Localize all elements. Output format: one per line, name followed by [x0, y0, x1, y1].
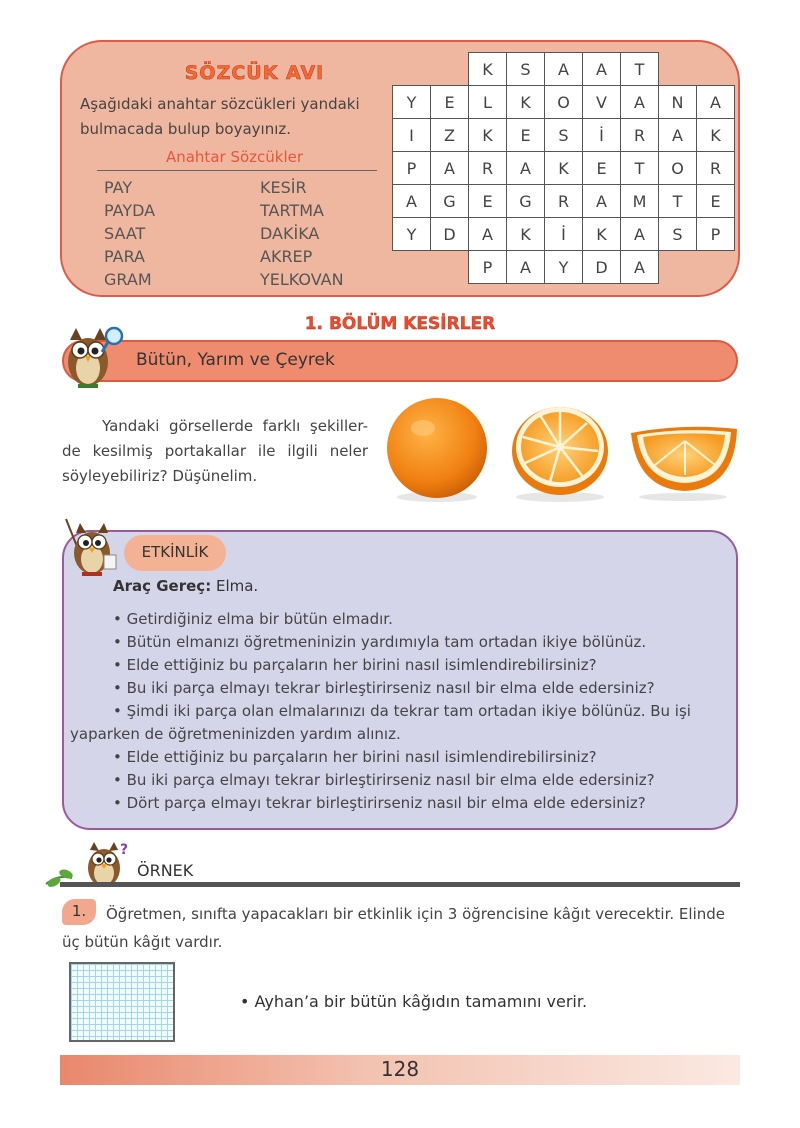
keywords-title: Anahtar Sözcükler	[165, 148, 304, 166]
half-orange-icon	[512, 407, 608, 502]
grid-cell: A	[659, 119, 697, 152]
keyword: PAY	[104, 178, 133, 197]
grid-cell: V	[583, 86, 621, 119]
grid-empty-cell	[659, 53, 697, 86]
grid-cell: P	[393, 152, 431, 185]
grid-cell: Y	[545, 251, 583, 284]
grid-cell: O	[659, 152, 697, 185]
grid-row	[393, 119, 735, 152]
keyword: DAKİKA	[260, 224, 320, 243]
owl-teacher-icon	[60, 515, 122, 577]
grid-cell: İ	[583, 119, 621, 152]
activity-bullet: • Bu iki parça elmayı tekrar birleştirirseniz nasıl bir elma elde edersiniz?	[113, 771, 655, 789]
section-title: 1. BÖLÜM KESİRLER	[304, 314, 496, 334]
grid-empty-cell	[431, 251, 469, 284]
grid-cell: K	[469, 119, 507, 152]
grid-paper-image	[69, 962, 175, 1042]
grid-row	[393, 185, 735, 218]
keywords-divider	[97, 170, 377, 171]
grid-cell: A	[621, 86, 659, 119]
grid-cell: İ	[545, 218, 583, 251]
activity-bullet: • Getirdiğiniz elma bir bütün elmadır.	[113, 610, 393, 628]
grid-empty-cell	[393, 53, 431, 86]
grid-cell: G	[431, 185, 469, 218]
keyword: GRAM	[104, 270, 152, 289]
owl-magnifier-icon	[58, 318, 128, 390]
page-number: 128	[380, 1057, 420, 1081]
tools-value: Elma.	[215, 577, 259, 595]
word-hunt-title: SÖZCÜK AVI	[184, 62, 325, 84]
grid-cell: K	[507, 86, 545, 119]
grid-cell: O	[545, 86, 583, 119]
grid-cell: R	[697, 152, 735, 185]
grid-cell: G	[507, 185, 545, 218]
keyword: KESİR	[260, 178, 307, 197]
grid-row	[393, 251, 735, 284]
grid-cell: N	[659, 86, 697, 119]
grid-cell: A	[507, 251, 545, 284]
orange-slice-icon	[631, 427, 737, 501]
grid-cell: A	[431, 152, 469, 185]
example-number: 1.	[71, 902, 87, 920]
grid-cell: D	[583, 251, 621, 284]
grid-cell: Y	[393, 218, 431, 251]
activity-bullet: • Elde ettiğiniz bu parçaların her birini nasıl isimlendirebilirsiniz?	[113, 656, 597, 674]
grid-cell: R	[545, 185, 583, 218]
grid-cell: D	[431, 218, 469, 251]
activity-bullet: • Dört parça elmayı tekrar birleştirirseniz nasıl bir elma elde edersiniz?	[113, 794, 646, 812]
grid-cell: A	[393, 185, 431, 218]
grid-cell: M	[621, 185, 659, 218]
example-label: ÖRNEK	[137, 861, 194, 880]
grid-cell: T	[621, 53, 659, 86]
keyword: AKREP	[260, 247, 313, 266]
grid-cell: R	[621, 119, 659, 152]
word-search-grid	[392, 52, 735, 284]
whole-orange-icon	[387, 398, 487, 502]
activity-bullet-continuation: yaparken de öğretmeninizden yardım alınız.	[70, 725, 401, 743]
grid-cell: E	[431, 86, 469, 119]
grid-empty-cell	[659, 251, 697, 284]
grid-cell: K	[583, 218, 621, 251]
tools-line	[113, 577, 258, 595]
grid-cell: E	[697, 185, 735, 218]
word-hunt-instruction: Aşağıdaki anahtar sözcükleri yandaki bulmacada bulup boyayınız.	[80, 95, 360, 138]
grid-cell: I	[393, 119, 431, 152]
activity-bullet: • Şimdi iki parça olan elmalarınızı da tekrar tam ortadan ikiye bölünüz. Bu işi	[113, 702, 691, 720]
grid-cell: A	[469, 218, 507, 251]
grid-cell: K	[469, 53, 507, 86]
grid-cell: K	[697, 119, 735, 152]
grid-cell: T	[659, 185, 697, 218]
keyword: PAYDA	[104, 201, 156, 220]
grid-cell: K	[507, 218, 545, 251]
grid-cell: R	[469, 152, 507, 185]
keyword: SAAT	[104, 224, 146, 243]
keyword: TARTMA	[260, 201, 324, 220]
activity-bullet: • Elde ettiğiniz bu parçaların her birini nasıl isimlendirebilirsiniz?	[113, 748, 597, 766]
grid-cell: Y	[393, 86, 431, 119]
activity-bullet: • Bu iki parça elmayı tekrar birleştirirseniz nasıl bir elma elde edersiniz?	[113, 679, 655, 697]
grid-cell: E	[507, 119, 545, 152]
grid-cell: E	[469, 185, 507, 218]
example-divider	[60, 882, 740, 887]
grid-cell: T	[621, 152, 659, 185]
grid-cell: A	[583, 53, 621, 86]
grid-cell: A	[621, 251, 659, 284]
grid-cell: P	[469, 251, 507, 284]
grid-cell: P	[697, 218, 735, 251]
grid-empty-cell	[393, 251, 431, 284]
oranges-image	[385, 393, 745, 505]
grid-cell: S	[659, 218, 697, 251]
activity-label: ETKİNLİK	[141, 543, 209, 561]
activity-bullet: • Bütün elmanızı öğretmeninizin yardımıyla tam ortadan ikiye bölünüz.	[113, 633, 647, 651]
grid-cell: A	[507, 152, 545, 185]
grid-row	[393, 53, 735, 86]
grid-cell: A	[697, 86, 735, 119]
intro-text: Yandaki görsellerde farklı şekiller-de kesilmiş portakallar ile ilgili neler söyleyebiliriz? Düşünelim.	[62, 417, 368, 485]
grid-cell: A	[583, 185, 621, 218]
topic-title: Bütün, Yarım ve Çeyrek	[136, 350, 335, 370]
grid-empty-cell	[431, 53, 469, 86]
keyword: YELKOVAN	[260, 270, 344, 289]
grid-cell: A	[621, 218, 659, 251]
grid-empty-cell	[697, 53, 735, 86]
example-bullet: • Ayhan’a bir bütün kâğıdın tamamını verir.	[240, 992, 588, 1011]
intro-paragraph	[62, 414, 368, 489]
grid-empty-cell	[697, 251, 735, 284]
tools-label: Araç Gereç:	[113, 577, 212, 595]
grid-cell: S	[545, 119, 583, 152]
svg-text:?: ?	[120, 842, 129, 858]
grid-cell: Z	[431, 119, 469, 152]
grid-cell: L	[469, 86, 507, 119]
grid-row	[393, 152, 735, 185]
grid-cell: S	[507, 53, 545, 86]
grid-row	[393, 86, 735, 119]
example-text: Öğretmen, sınıfta yapacakları bir etkinlik için 3 öğrencisine kâğıt verecektir. Elinde üç bütün kâğıt vardır.	[62, 905, 725, 951]
keyword: PARA	[104, 247, 145, 266]
grid-row	[393, 218, 735, 251]
grid-cell: E	[583, 152, 621, 185]
grid-cell: K	[545, 152, 583, 185]
grid-cell: A	[545, 53, 583, 86]
